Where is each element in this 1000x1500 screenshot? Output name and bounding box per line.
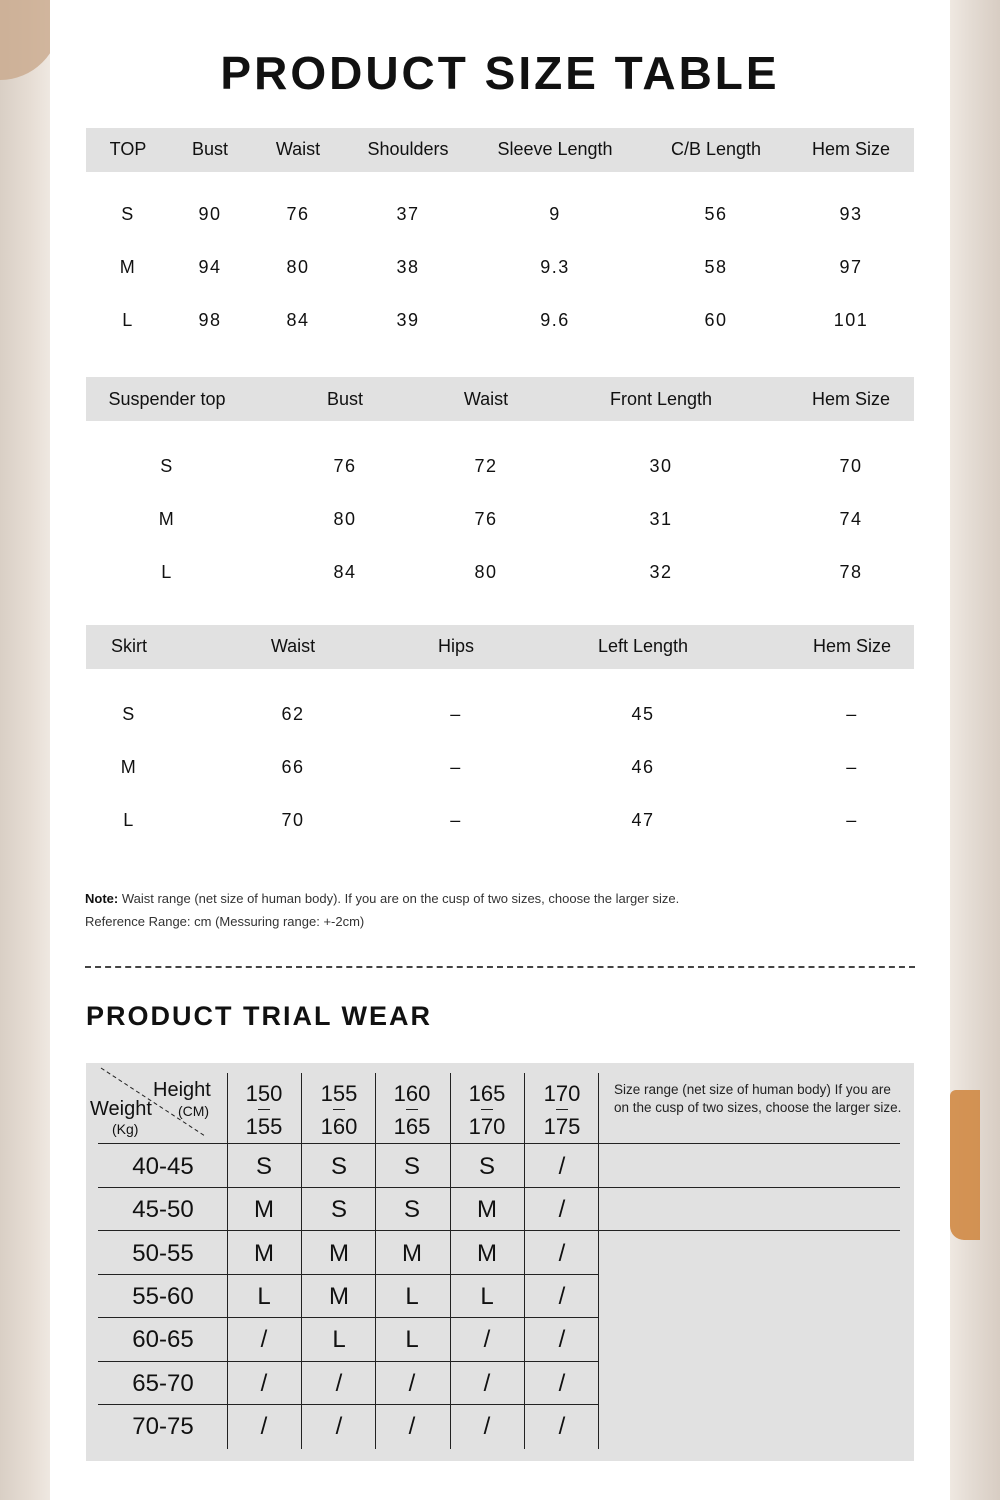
top_table-header-cell: C/B Length [670,139,762,159]
recommended-size-cell: M [402,1240,422,1267]
top_table-cell: L [122,310,134,330]
recommended-size-cell: M [477,1196,497,1223]
weight-range-label: 60-65 [132,1326,194,1353]
top_table-cell: 60 [704,310,728,330]
top_table-cell: 98 [198,310,222,330]
skirt_table-cell: – [846,757,858,777]
recommended-size-cell: L [405,1326,419,1353]
recommended-size-cell: / [483,1370,491,1397]
height-range-start: 150 [245,1081,283,1106]
recommended-size-cell: M [254,1196,274,1223]
suspender_table-cell: 80 [333,509,357,529]
recommended-size-cell: L [332,1326,346,1353]
weight-range-label: 50-55 [132,1240,194,1267]
suspender_table-cell: 72 [474,456,498,476]
skirt_table-header-cell: Skirt [111,636,147,656]
top_table-cell: 90 [198,204,222,224]
height-range-start: 165 [468,1081,506,1106]
height-range-dash [556,1109,568,1110]
suspender_table-cell: S [160,456,174,476]
suspender_table-cell: L [161,562,173,582]
note-line-1 [85,891,679,906]
suspender_table-header-cell: Front Length [609,389,713,409]
top_table-cell: 76 [286,204,310,224]
weight-range-label: 70-75 [132,1413,194,1440]
trial-wear-title: PRODUCT TRIAL WEAR [86,1001,432,1031]
grid-row-line [98,1230,900,1231]
top_table-header-cell: Waist [275,139,321,159]
skirt_table-header-cell: Hem Size [812,636,892,656]
suspender_table-cell: 78 [839,562,863,582]
recommended-size-cell: L [405,1283,419,1310]
top_table-header-cell: Bust [191,139,229,159]
suspender_table-cell: 70 [839,456,863,476]
recommended-size-cell: / [408,1413,416,1440]
weight-range-label: 45-50 [132,1196,194,1223]
grid-row-line [98,1274,598,1275]
recommended-size-cell: / [558,1153,566,1180]
grid-column-line [450,1073,451,1449]
recommended-size-cell: / [558,1326,566,1353]
height-range-dash [333,1109,345,1110]
recommended-size-cell: S [255,1153,273,1180]
suspender_table-header-cell: Hem Size [811,389,891,409]
top_table-cell: M [119,257,137,277]
grid-row-line [98,1143,900,1144]
height-range-end: 160 [320,1114,358,1139]
height-range-end: 170 [468,1114,506,1139]
suspender_table-cell: M [158,509,176,529]
top_table-cell: 94 [198,257,222,277]
top_table-header-cell: Shoulders [367,139,449,159]
corner-kg-label: (Kg) [112,1121,139,1137]
suspender_table-cell: 30 [649,456,673,476]
height-range-end: 165 [393,1114,431,1139]
skirt_table-cell: 46 [631,757,655,777]
top_table-cell: 9.3 [540,257,570,277]
recommended-size-cell: M [254,1240,274,1267]
suspender_table-header-cell: Bust [326,389,364,409]
skirt_table-cell: – [450,810,462,830]
recommended-size-cell: / [483,1326,491,1353]
suspender_table-cell: 31 [649,509,673,529]
recommended-size-cell: / [335,1413,343,1440]
skirt_table-cell: – [846,810,858,830]
top_table-cell: 58 [704,257,728,277]
grid-column-line [227,1073,228,1449]
recommended-size-cell: / [558,1240,566,1267]
top_table-cell: 80 [286,257,310,277]
grid-column-line [598,1073,599,1449]
top_table-cell: 97 [839,257,863,277]
height-range-end: 155 [245,1114,283,1139]
skirt-table-header [86,625,914,669]
recommended-size-cell: / [558,1413,566,1440]
suspender_table-cell: 32 [649,562,673,582]
recommended-size-cell: S [478,1153,496,1180]
recommended-size-cell: / [558,1283,566,1310]
grid-column-line [301,1073,302,1449]
top_table-header-cell: Hem Size [811,139,891,159]
skirt_table-cell: 66 [281,757,305,777]
skirt_table-cell: 70 [281,810,305,830]
top_table-header-cell: TOP [109,139,147,159]
recommended-size-cell: L [257,1283,271,1310]
recommended-size-cell: / [260,1413,268,1440]
recommended-size-cell: / [408,1370,416,1397]
grid-column-line [375,1073,376,1449]
grid-row-line [98,1187,900,1188]
skirt_table-cell: M [120,757,138,777]
recommended-size-cell: / [558,1196,566,1223]
height-range-dash [406,1109,418,1110]
recommended-size-cell: / [483,1413,491,1440]
recommended-size-cell: S [403,1196,421,1223]
suspender_table-cell: 80 [474,562,498,582]
page-title: PRODUCT SIZE TABLE [220,47,780,99]
top_table-header-cell: Sleeve Length [497,139,613,159]
top_table-cell: 9.6 [540,310,570,330]
skirt_table-cell: 47 [631,810,655,830]
corner-cm-label: (CM) [178,1103,210,1119]
corner-height-label: Height [153,1079,211,1101]
recommended-size-cell: M [477,1240,497,1267]
recommended-size-cell: S [330,1153,348,1180]
background-decor-right [950,1090,980,1240]
skirt_table-cell: S [122,704,136,724]
height-range-end: 175 [543,1114,581,1139]
top_table-cell: 56 [704,204,728,224]
top_table-cell: 93 [839,204,863,224]
recommended-size-cell: L [480,1283,494,1310]
recommended-size-cell: / [335,1370,343,1397]
top_table-cell: 9 [549,204,561,224]
skirt_table-cell: – [450,704,462,724]
recommended-size-cell: / [260,1326,268,1353]
skirt_table-header-cell: Left Length [597,636,689,656]
height-range-dash [481,1109,493,1110]
height-range-start: 160 [393,1081,431,1106]
height-range-dash [258,1109,270,1110]
note-label: Note: [85,891,119,906]
top_table-cell: 37 [396,204,420,224]
recommended-size-cell: / [260,1370,268,1397]
skirt_table-cell: 62 [281,704,305,724]
height-range-start: 155 [320,1081,358,1106]
top_table-cell: 38 [396,257,420,277]
suspender_table-cell: 74 [839,509,863,529]
dashed-divider [85,966,915,968]
note-line-2: Reference Range: cm (Messuring range: +-2cm) [85,914,365,929]
recommended-size-cell: M [329,1283,349,1310]
height-range-start: 170 [543,1081,581,1106]
skirt_table-header-cell: Hips [437,636,475,656]
top_table-cell: S [121,204,135,224]
recommended-size-cell: M [329,1240,349,1267]
skirt_table-cell: L [123,810,135,830]
top_table-cell: 101 [833,310,869,330]
suspender_table-cell: 84 [333,562,357,582]
weight-range-label: 65-70 [132,1370,194,1397]
weight-range-label: 55-60 [132,1283,194,1310]
recommended-size-cell: / [558,1370,566,1397]
grid-row-line [98,1404,598,1405]
suspender_table-cell: 76 [333,456,357,476]
skirt_table-cell: – [846,704,858,724]
suspender_table-cell: 76 [474,509,498,529]
suspender_table-header-cell: Suspender top [108,389,226,409]
grid-row-line [98,1317,598,1318]
corner-weight-label: Weight [90,1098,152,1120]
suspender_table-header-cell: Waist [463,389,509,409]
note-text: Waist range (net size of human body). If you are on the cusp of two sizes, choose the larger size. [118,891,680,906]
top_table-cell: 84 [286,310,310,330]
skirt_table-cell: – [450,757,462,777]
trial-size-note: Size range (net size of human body) If you are on the cusp of two sizes, choose the larger size. [614,1082,902,1115]
weight-range-label: 40-45 [132,1153,194,1180]
recommended-size-cell: S [403,1153,421,1180]
skirt_table-cell: 45 [631,704,655,724]
grid-row-line [98,1361,598,1362]
recommended-size-cell: S [330,1196,348,1223]
top_table-cell: 39 [396,310,420,330]
skirt_table-header-cell: Waist [270,636,316,656]
grid-column-line [524,1073,525,1449]
